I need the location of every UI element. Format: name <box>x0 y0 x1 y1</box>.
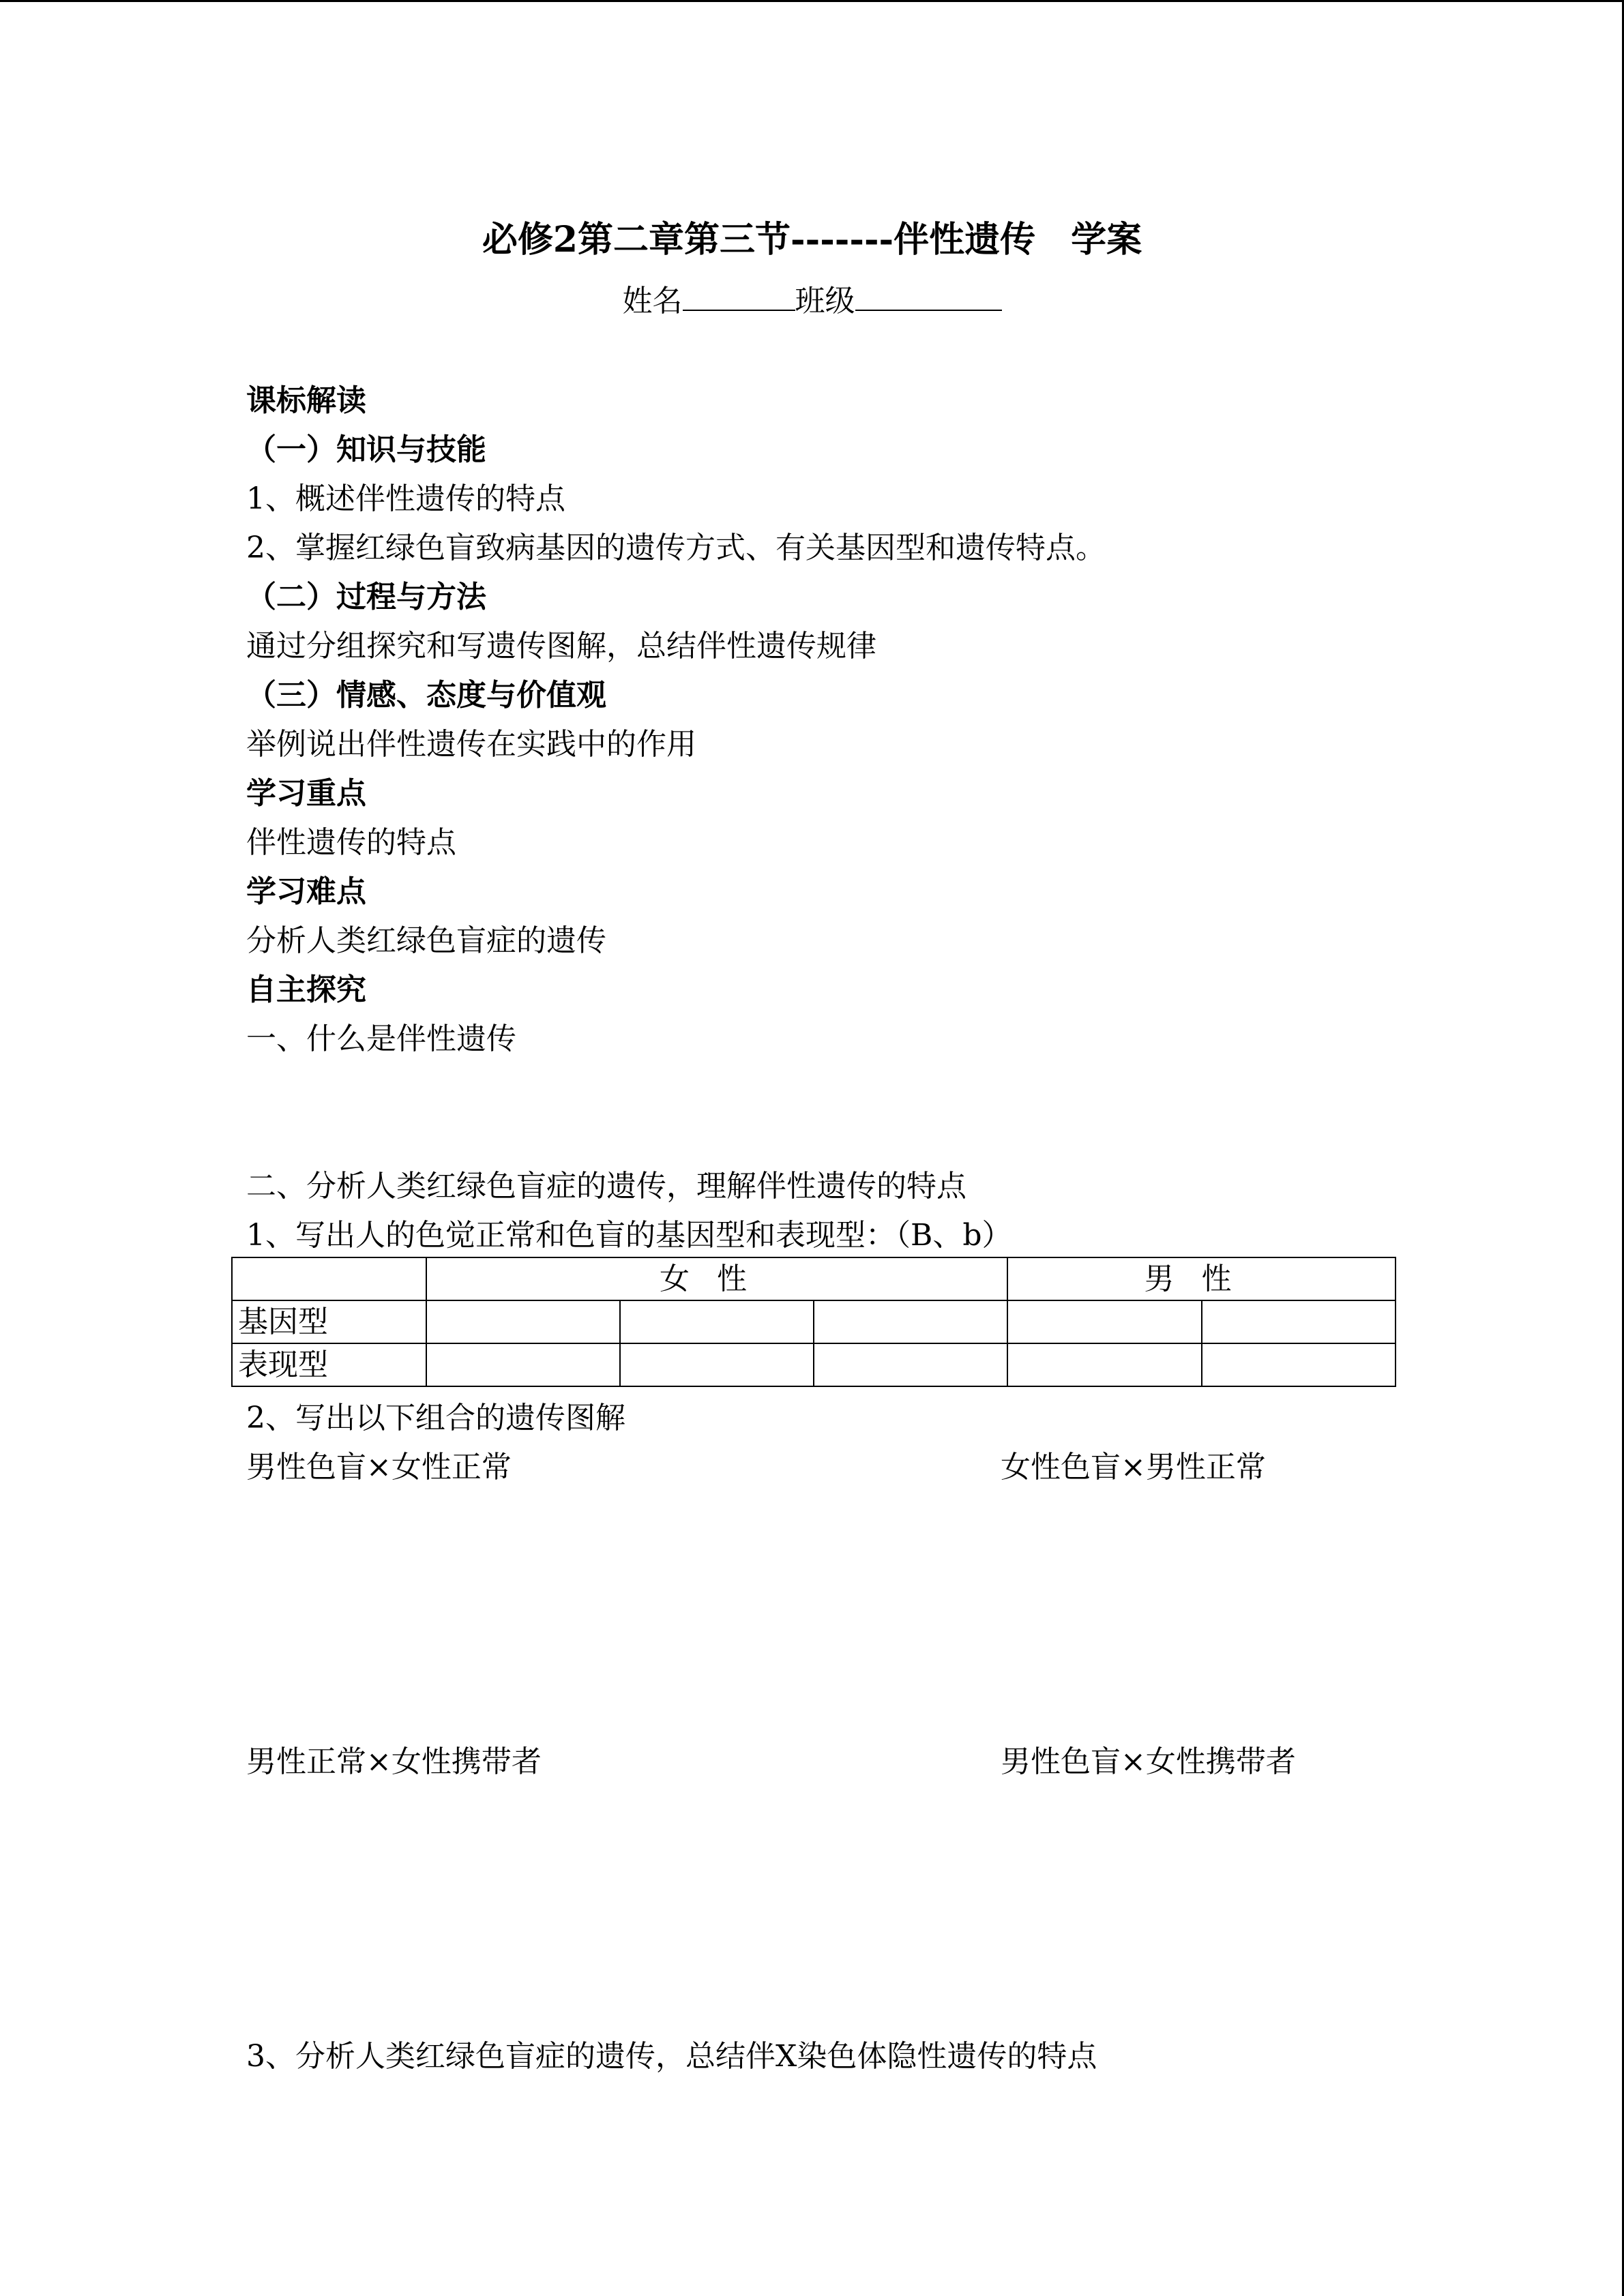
answer-cell[interactable] <box>1007 1300 1202 1343</box>
genotype-table <box>231 1257 1396 1387</box>
table-corner-cell <box>232 1257 426 1300</box>
answer-cell[interactable] <box>426 1300 620 1343</box>
genotype-row-label: 基因型 <box>232 1300 426 1343</box>
question-1: 一、什么是伴性遗传 <box>246 1022 516 1056</box>
knowledge-item-1: 1、概述伴性遗传的特点 <box>246 481 565 516</box>
table-row <box>232 1343 1396 1386</box>
sub-heading-values: （三）情感、态度与价值观 <box>246 678 606 713</box>
question-2: 二、分析人类红绿色盲症的遗传，理解伴性遗传的特点 <box>246 1169 966 1204</box>
values-item: 举例说出伴性遗传在实践中的作用 <box>246 727 696 762</box>
cross-4-label: 男性色盲×女性携带者 <box>1001 1744 1296 1779</box>
page-title: 必修2第二章第三节-------伴性遗传 学案 <box>482 219 1142 260</box>
class-blank[interactable] <box>855 282 1002 311</box>
male-header: 男性 <box>1007 1257 1396 1300</box>
question-2-3: 3、分析人类红绿色盲症的遗传，总结伴X染色体隐性遗传的特点 <box>246 2039 1097 2074</box>
sub-heading-knowledge: （一）知识与技能 <box>246 432 486 467</box>
question-2-2: 2、写出以下组合的遗传图解 <box>246 1401 625 1435</box>
section-difficulty: 学习难点 <box>246 874 366 909</box>
name-blank[interactable] <box>683 282 795 311</box>
cross-1-label: 男性色盲×女性正常 <box>246 1450 512 1485</box>
cross-2-label: 女性色盲×男性正常 <box>1001 1450 1266 1485</box>
section-curriculum: 课标解读 <box>246 383 366 418</box>
table-row <box>232 1300 1396 1343</box>
cross-3-label: 男性正常×女性携带者 <box>246 1744 542 1779</box>
answer-cell[interactable] <box>1202 1300 1396 1343</box>
name-class-row <box>0 282 1624 320</box>
answer-cell[interactable] <box>620 1300 814 1343</box>
class-label: 班级 <box>795 284 855 318</box>
answer-cell[interactable] <box>620 1343 814 1386</box>
knowledge-item-2: 2、掌握红绿色盲致病基因的遗传方式、有关基因型和遗传特点。 <box>246 531 1106 565</box>
phenotype-row-label: 表现型 <box>232 1343 426 1386</box>
table-row <box>232 1257 1396 1300</box>
female-header: 女性 <box>426 1257 1007 1300</box>
process-item: 通过分组探究和写遗传图解，总结伴性遗传规律 <box>246 629 876 664</box>
difficulty-item: 分析人类红绿色盲症的遗传 <box>246 923 606 958</box>
name-label: 姓名 <box>622 284 683 318</box>
answer-cell[interactable] <box>814 1343 1007 1386</box>
answer-cell[interactable] <box>1007 1343 1202 1386</box>
focus-item: 伴性遗传的特点 <box>246 825 456 860</box>
question-2-1: 1、写出人的色觉正常和色盲的基因型和表现型：（B、b） <box>246 1218 1012 1253</box>
answer-cell[interactable] <box>814 1300 1007 1343</box>
answer-cell[interactable] <box>1202 1343 1396 1386</box>
sub-heading-process: （二）过程与方法 <box>246 580 486 614</box>
answer-cell[interactable] <box>426 1343 620 1386</box>
section-explore: 自主探究 <box>246 972 366 1007</box>
section-focus: 学习重点 <box>246 776 366 811</box>
page-border-top <box>0 0 1624 2</box>
